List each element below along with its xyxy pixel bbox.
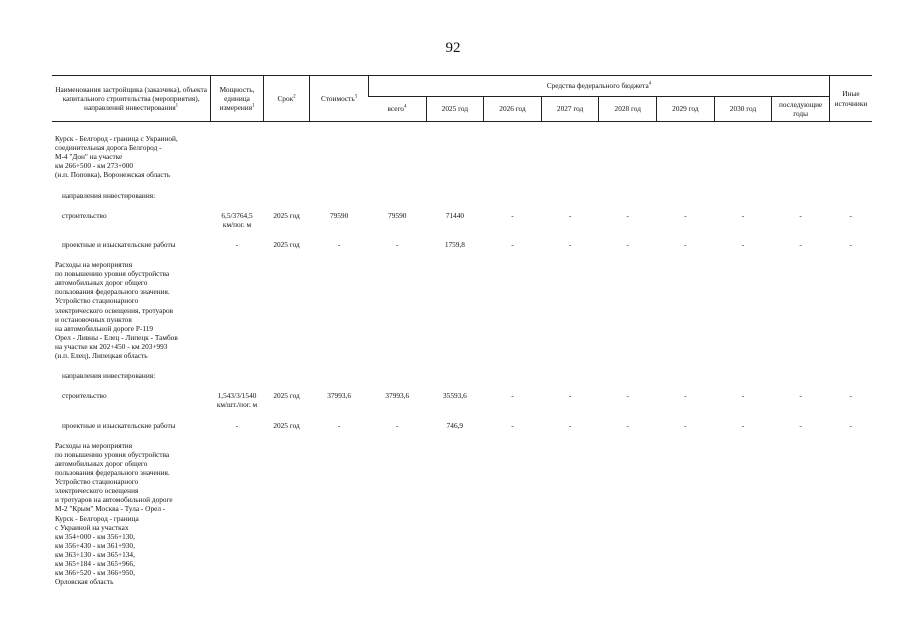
object-title-line: и тротуаров на автомобильной дороге — [55, 495, 173, 505]
row-capacity — [211, 420, 264, 431]
row-fb-value: - — [568, 391, 572, 401]
row-cost: 37993,6 — [327, 391, 351, 401]
object-title-line: на участке км 202+450 - км 203+993 — [55, 341, 168, 351]
empty-cell — [714, 133, 772, 181]
row-fb-value: - — [568, 420, 572, 430]
row-fb-value: - — [799, 239, 802, 249]
row-other-sources: - — [849, 391, 852, 401]
row-fb-value: - — [684, 391, 687, 401]
empty-cell — [263, 133, 310, 181]
row-fb-value: - — [511, 210, 514, 220]
empty-cell — [541, 259, 599, 361]
row-fb-value: - — [626, 210, 629, 220]
row-capacity-line: - — [235, 420, 239, 430]
row-fb-value: - — [396, 420, 399, 430]
row-name: проектные и изыскательские работы — [62, 239, 176, 249]
header-fb-total: всего$^4$ — [368, 97, 426, 122]
empty-cell — [772, 259, 830, 361]
object-title-line: на автомобильной дороге Р-119 — [55, 323, 153, 333]
row-fb-value: - — [741, 239, 745, 249]
row-capacity-line: км/шт./пог. м — [216, 400, 258, 410]
row-fb-value: - — [568, 210, 572, 220]
empty-cell — [426, 133, 484, 181]
row-fb-value: - — [626, 391, 629, 401]
empty-cell — [368, 259, 426, 361]
investment-directions-label: направления инвестирования: — [62, 190, 156, 200]
empty-cell — [599, 259, 657, 361]
row-fb-value: 71440 — [445, 210, 464, 220]
empty-cell — [310, 440, 369, 588]
empty-cell — [829, 133, 872, 181]
object-title-line: км 266+500 - км 273+000 — [55, 161, 134, 171]
row-fb-value: - — [799, 420, 802, 430]
object-title-line: Орловская область — [55, 577, 114, 587]
object-title-line: автомобильных дорог общего — [55, 458, 148, 468]
row-fb-value: - — [741, 391, 745, 401]
object-title-line: с Украиной на участках — [55, 522, 129, 532]
row-fb-value: - — [511, 420, 514, 430]
object-title-line: Расходы на мероприятия — [55, 440, 133, 450]
header-fb-2027: 2027 год — [541, 97, 599, 122]
row-fb-value: - — [741, 420, 745, 430]
empty-cell — [263, 259, 310, 361]
row-fb-value: - — [684, 239, 687, 249]
empty-cell — [829, 440, 872, 588]
object-title — [52, 133, 211, 181]
object-title-line: по повышению уровня обустройства — [55, 269, 170, 279]
object-title-line: автомобильных дорог общего — [55, 278, 148, 288]
row-capacity-line: 1,543/3/1540 — [217, 391, 257, 401]
object-title-line: (н.п. Елец), Липецкая область — [55, 351, 148, 361]
object-title-line: км 366+520 - км 366+950, — [55, 568, 135, 578]
object-title-line: Устройство стационарного — [55, 477, 139, 487]
row-capacity-line: км/пог. м — [222, 219, 252, 229]
spacer-row — [52, 361, 872, 370]
object-title-line: пользования федерального значения. — [55, 467, 170, 477]
row-term: 2025 год — [273, 391, 300, 401]
row-fb-value: - — [626, 420, 629, 430]
header-fb-later: последующие годы — [772, 97, 830, 122]
row-term: 2025 год — [273, 239, 300, 249]
object-title-row — [52, 440, 872, 588]
empty-cell — [657, 133, 715, 181]
row-fb-value: - — [511, 239, 514, 249]
header-name: Наименования застройщика (заказчика), объекта капитального строительства (мероприятия), направлений инвестирования$^1$ — [52, 76, 211, 122]
object-title-line: км 363+130 - км 365+134, — [55, 549, 135, 559]
table-body — [52, 122, 872, 588]
empty-cell — [310, 259, 369, 361]
empty-cell — [772, 133, 830, 181]
row-capacity — [211, 210, 264, 230]
empty-cell — [426, 259, 484, 361]
header-fb-2028: 2028 год — [599, 97, 657, 122]
row-fb-value: - — [799, 210, 802, 220]
empty-cell — [484, 259, 542, 361]
header-cost: Стоимость$^3$ — [310, 76, 369, 122]
row-fb-value: - — [511, 391, 514, 401]
empty-cell — [772, 440, 830, 588]
object-title-line: (н.п. Поповка), Воронежская область — [55, 170, 171, 180]
investment-table — [52, 75, 872, 587]
row-fb-value: - — [568, 239, 572, 249]
empty-cell — [541, 133, 599, 181]
spacer-cell — [52, 230, 872, 239]
page-number: 92 — [445, 40, 461, 56]
object-title-line: Курск - Белгород - граница с Украиной, — [55, 134, 178, 143]
row-fb-value: 1759,8 — [444, 239, 465, 249]
header-fb-2025: 2025 год — [426, 97, 484, 122]
header-capacity: Мощность, единица измерения$^1$ — [211, 76, 264, 122]
spacer-cell — [52, 411, 872, 420]
spacer-row — [52, 181, 872, 190]
row-other-sources: - — [849, 210, 852, 220]
empty-cell — [657, 259, 715, 361]
object-title-line: Орел - Ливны - Елец - Липецк - Тамбов — [55, 332, 178, 342]
spacer-row — [52, 411, 872, 420]
spacer-row — [52, 381, 872, 390]
row-capacity — [211, 239, 264, 250]
row-fb-value: - — [799, 391, 802, 401]
row-fb-value: - — [626, 239, 629, 249]
row-other-sources: - — [849, 420, 852, 430]
empty-cell — [599, 440, 657, 588]
spacer-cell — [52, 181, 872, 190]
object-title-line: соединительная дорога Белгород - — [55, 143, 162, 153]
object-title-line: км 365+184 - км 365+966, — [55, 559, 135, 569]
row-name: строительство — [62, 210, 107, 220]
spacer-cell — [52, 201, 872, 210]
spacer-cell — [52, 361, 872, 370]
object-title — [52, 440, 211, 588]
spacer-cell — [52, 250, 872, 259]
table-row — [52, 390, 872, 410]
row-fb-value: - — [684, 420, 687, 430]
header-fb-2026: 2026 год — [484, 97, 542, 122]
row-fb-value: 746,9 — [446, 420, 464, 430]
row-term: 2025 год — [273, 420, 300, 430]
row-fb-value: - — [684, 210, 687, 220]
empty-cell — [599, 133, 657, 181]
object-title-line: км 356+430 - км 361+930, — [55, 540, 135, 550]
object-title-line: Расходы на мероприятия — [55, 259, 133, 269]
empty-cell — [263, 440, 310, 588]
object-title-line: км 354+000 - км 356+130, — [55, 531, 135, 541]
object-title-line: Устройство стационарного — [55, 296, 139, 306]
row-name: строительство — [62, 391, 107, 401]
empty-cell — [541, 440, 599, 588]
row-capacity — [211, 390, 264, 410]
table-header — [52, 76, 872, 122]
row-cost: - — [337, 239, 341, 249]
object-title-line: М-4 "Дон" на участке — [55, 152, 123, 162]
header-fb-2029: 2029 год — [657, 97, 715, 122]
empty-cell — [657, 440, 715, 588]
object-title-line: Курск - Белгород - граница — [55, 513, 139, 523]
row-fb-value: 79590 — [388, 210, 407, 220]
table-row — [52, 239, 872, 250]
row-cost: 79590 — [329, 210, 349, 220]
empty-cell — [426, 440, 484, 588]
row-name: проектные и изыскательские работы — [62, 420, 176, 430]
subtitle-row — [52, 190, 872, 201]
object-title-line: пользования федерального значения. — [55, 287, 170, 297]
object-title-line: и остановочных пунктов — [55, 314, 132, 324]
empty-cell — [714, 259, 772, 361]
empty-cell — [484, 133, 542, 181]
row-capacity-line: - — [235, 239, 239, 249]
empty-cell — [211, 133, 264, 181]
row-term: 2025 год — [273, 210, 300, 220]
row-other-sources: - — [849, 239, 852, 249]
investment-directions-label: направления инвестирования: — [62, 371, 156, 381]
object-title-line: электрического освещения — [55, 486, 139, 496]
object-title-line: по повышению уровня обустройства — [55, 449, 170, 459]
header-term: Срок$^2$ — [263, 76, 310, 122]
empty-cell — [310, 133, 369, 181]
spacer-row — [52, 230, 872, 239]
spacer-row — [52, 431, 872, 440]
row-fb-value: 37993,6 — [385, 391, 410, 401]
empty-cell — [829, 259, 872, 361]
subtitle-row — [52, 370, 872, 381]
spacer-row — [52, 250, 872, 259]
empty-cell — [211, 259, 264, 361]
row-cost: - — [337, 420, 341, 430]
object-title-line: М-2 "Крым" Москва - Тула - Орел - — [55, 504, 166, 514]
empty-cell — [484, 440, 542, 588]
object-title — [52, 259, 211, 361]
empty-cell — [714, 440, 772, 588]
spacer-row — [52, 201, 872, 210]
object-title-row — [52, 259, 872, 361]
row-fb-value: - — [396, 239, 399, 249]
row-capacity-line: 6,5/3764,5 — [221, 210, 253, 220]
object-title-row — [52, 133, 872, 181]
spacer-cell — [52, 381, 872, 390]
spacer-cell — [52, 122, 872, 134]
header-other-sources: Иные источники — [829, 76, 872, 122]
spacer-row — [52, 122, 872, 134]
header-federal-budget: Средства федерального бюджета$^4$ — [368, 76, 829, 97]
row-fb-value: - — [741, 210, 745, 220]
empty-cell — [368, 133, 426, 181]
spacer-cell — [52, 431, 872, 440]
object-title-line: электрического освещения, тротуаров — [55, 305, 174, 315]
row-fb-value: 35593,6 — [443, 391, 467, 401]
empty-cell — [368, 440, 426, 588]
table-row — [52, 210, 872, 230]
empty-cell — [211, 440, 264, 588]
table-row — [52, 420, 872, 431]
header-fb-2030: 2030 год — [714, 97, 772, 122]
